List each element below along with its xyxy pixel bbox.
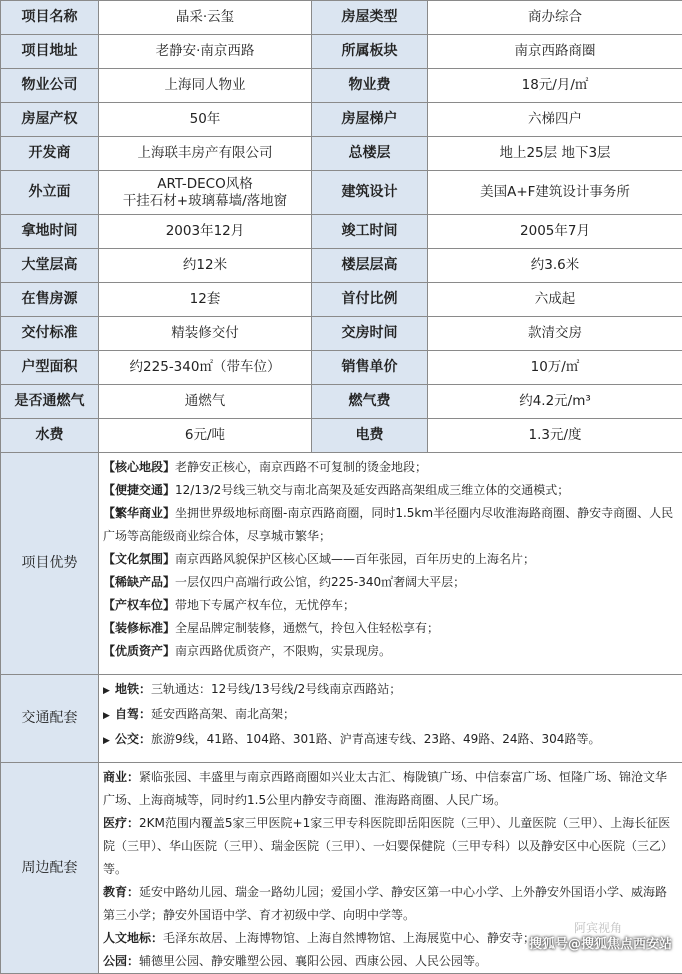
detail-text: 延安西路高架、南北高架； bbox=[151, 707, 295, 721]
surroundings-title: 周边配套 bbox=[1, 763, 99, 974]
field-value: 约4.2元/m³ bbox=[428, 385, 682, 419]
detail-key: 【文化氛围】 bbox=[103, 552, 175, 566]
field-label: 物业公司 bbox=[1, 69, 99, 103]
detail-text: 辅德里公园、静安雕塑公园、襄阳公园、西康公园、人民公园等。 bbox=[139, 954, 487, 968]
info-row bbox=[1, 171, 682, 215]
advantages-row bbox=[1, 453, 682, 675]
field-label: 户型面积 bbox=[1, 351, 99, 385]
field-value: 精装修交付 bbox=[99, 317, 312, 351]
field-value: 2003年12月 bbox=[99, 215, 312, 249]
advantages-title: 项目优势 bbox=[1, 453, 99, 675]
detail-item bbox=[103, 766, 678, 812]
field-label: 首付比例 bbox=[312, 283, 428, 317]
field-label: 建筑设计 bbox=[312, 171, 428, 215]
detail-text: 延安中路幼儿园、瑞金一路幼儿园；爱国小学、静安区第一中心小学、上外静安外国语小学、威海路第三小学；静安外国语中学、育才初级中学、向明中学等。 bbox=[103, 885, 667, 922]
info-row bbox=[1, 137, 682, 171]
detail-text: 旅游9线，41路、104路、301路、沪青高速专线、23路、49路、24路、304路等。 bbox=[151, 732, 600, 746]
bullet-triangle-icon: ▶ bbox=[103, 680, 115, 703]
info-row bbox=[1, 1, 682, 35]
field-label: 开发商 bbox=[1, 137, 99, 171]
field-value-line: ART-DECO风格 bbox=[99, 176, 311, 193]
detail-key: 【优质资产】 bbox=[103, 644, 175, 658]
detail-key: 【便捷交通】 bbox=[103, 483, 175, 497]
field-value: 南京西路商圈 bbox=[428, 35, 682, 69]
transport-list bbox=[99, 675, 682, 763]
info-row bbox=[1, 103, 682, 137]
field-value: 上海同人物业 bbox=[99, 69, 312, 103]
field-value: 12套 bbox=[99, 283, 312, 317]
info-row bbox=[1, 351, 682, 385]
field-value: 地上25层 地下3层 bbox=[428, 137, 682, 171]
field-label: 楼层层高 bbox=[312, 249, 428, 283]
field-value: 晶采·云玺 bbox=[99, 1, 312, 35]
field-label: 交付标准 bbox=[1, 317, 99, 351]
field-value: 六成起 bbox=[428, 283, 682, 317]
detail-text: 12/13/2号线三轨交与南北高架及延安西路高架组成三维立体的交通模式； bbox=[175, 483, 569, 497]
detail-item bbox=[103, 617, 678, 640]
field-value: 约12米 bbox=[99, 249, 312, 283]
info-row bbox=[1, 215, 682, 249]
field-label: 在售房源 bbox=[1, 283, 99, 317]
detail-item bbox=[103, 950, 678, 973]
field-value: 50年 bbox=[99, 103, 312, 137]
detail-item bbox=[103, 456, 678, 479]
field-value: 上海联丰房产有限公司 bbox=[99, 137, 312, 171]
field-value: 商办综合 bbox=[428, 1, 682, 35]
detail-text: 全屋品牌定制装修，通燃气，拎包入住轻松享有； bbox=[175, 621, 439, 635]
transport-row bbox=[1, 675, 682, 763]
field-label: 竣工时间 bbox=[312, 215, 428, 249]
detail-text: 坐拥世界级地标商圈-南京西路商圈，同时1.5km半径圈内尽收淮海路商圈、静安寺商圈、人民广场等高能级商业综合体，尽享城市繁华； bbox=[103, 506, 673, 543]
field-value: 2005年7月 bbox=[428, 215, 682, 249]
field-value: 通燃气 bbox=[99, 385, 312, 419]
detail-text: 一层仅四户高端行政公馆，约225-340㎡奢阔大平层； bbox=[175, 575, 465, 589]
detail-item bbox=[103, 703, 678, 728]
field-value: 约3.6米 bbox=[428, 249, 682, 283]
detail-text: 南京西路风貌保护区核心区域——百年张园，百年历史的上海名片； bbox=[175, 552, 535, 566]
field-label: 物业费 bbox=[312, 69, 428, 103]
detail-text: 三轨通达：12号线/13号线/2号线南京西路站； bbox=[151, 682, 401, 696]
watermark: 搜狐号@搜狐焦点西安站 bbox=[529, 933, 672, 952]
detail-key: 【繁华商业】 bbox=[103, 506, 175, 520]
field-label: 所属板块 bbox=[312, 35, 428, 69]
detail-key: 教育： bbox=[103, 885, 139, 899]
detail-text: 老静安正核心，南京西路不可复制的烫金地段； bbox=[175, 460, 427, 474]
field-value: 约225-340㎡（带车位） bbox=[99, 351, 312, 385]
field-value-line: 干挂石材+玻璃幕墙/落地窗 bbox=[99, 193, 311, 210]
detail-key: 公园： bbox=[103, 954, 139, 968]
bullet-triangle-icon: ▶ bbox=[103, 705, 115, 728]
field-value: 18元/月/㎡ bbox=[428, 69, 682, 103]
info-row bbox=[1, 283, 682, 317]
detail-item bbox=[103, 502, 678, 548]
field-value: 1.3元/度 bbox=[428, 419, 682, 453]
field-label: 房屋类型 bbox=[312, 1, 428, 35]
detail-item bbox=[103, 479, 678, 502]
field-label: 房屋产权 bbox=[1, 103, 99, 137]
field-label: 销售单价 bbox=[312, 351, 428, 385]
detail-text: 南京西路优质资产，不限购，实景现房。 bbox=[175, 644, 391, 658]
detail-item bbox=[103, 728, 678, 753]
detail-text: 2KM范围内覆盖5家三甲医院+1家三甲专科医院即岳阳医院（三甲）、儿童医院（三甲）、上海长征医院（三甲）、华山医院（三甲）、瑞金医院（三甲）、一妇婴保健院（三甲专科）以及静安区中心医院（三乙）等。 bbox=[103, 816, 673, 876]
field-label: 是否通燃气 bbox=[1, 385, 99, 419]
field-label: 交房时间 bbox=[312, 317, 428, 351]
detail-item bbox=[103, 594, 678, 617]
field-value: 美国A+F建筑设计事务所 bbox=[428, 171, 682, 215]
field-label: 总楼层 bbox=[312, 137, 428, 171]
detail-key: 【产权车位】 bbox=[103, 598, 175, 612]
detail-text: 紧临张园、丰盛里与南京西路商圈如兴业太古汇、梅陇镇广场、中信泰富广场、恒隆广场、锦沧文华广场、上海商城等，同时约1.5公里内静安寺商圈、淮海路商圈、人民广场。 bbox=[103, 770, 667, 807]
detail-key: 【核心地段】 bbox=[103, 460, 175, 474]
detail-text: 毛泽东故居、上海博物馆、上海自然博物馆、上海展览中心、静安寺； bbox=[163, 931, 535, 945]
detail-text: 带地下专属产权车位，无忧停车； bbox=[175, 598, 355, 612]
info-row bbox=[1, 385, 682, 419]
info-row bbox=[1, 69, 682, 103]
detail-item bbox=[103, 571, 678, 594]
bullet-triangle-icon: ▶ bbox=[103, 730, 115, 753]
detail-key: 【装修标准】 bbox=[103, 621, 175, 635]
field-value: 10万/㎡ bbox=[428, 351, 682, 385]
info-row bbox=[1, 249, 682, 283]
field-label: 项目地址 bbox=[1, 35, 99, 69]
info-row bbox=[1, 35, 682, 69]
detail-key: 公交： bbox=[115, 732, 151, 746]
detail-item bbox=[103, 678, 678, 703]
info-row bbox=[1, 317, 682, 351]
detail-item bbox=[103, 548, 678, 571]
detail-item bbox=[103, 812, 678, 881]
info-row bbox=[1, 419, 682, 453]
field-value: 六梯四户 bbox=[428, 103, 682, 137]
detail-key: 医疗： bbox=[103, 816, 139, 830]
field-value: 款清交房 bbox=[428, 317, 682, 351]
transport-title: 交通配套 bbox=[1, 675, 99, 763]
field-value: 老静安·南京西路 bbox=[99, 35, 312, 69]
field-label: 电费 bbox=[312, 419, 428, 453]
field-label: 项目名称 bbox=[1, 1, 99, 35]
field-label: 水费 bbox=[1, 419, 99, 453]
detail-key: 自驾： bbox=[115, 707, 151, 721]
field-label: 外立面 bbox=[1, 171, 99, 215]
watermark-faint: 阿宾视角 bbox=[574, 919, 622, 936]
detail-key: 地铁： bbox=[115, 682, 151, 696]
advantages-list bbox=[99, 453, 682, 675]
field-label: 燃气费 bbox=[312, 385, 428, 419]
detail-key: 【稀缺产品】 bbox=[103, 575, 175, 589]
field-label: 大堂层高 bbox=[1, 249, 99, 283]
field-value bbox=[99, 171, 312, 215]
detail-key: 商业： bbox=[103, 770, 139, 784]
field-value: 6元/吨 bbox=[99, 419, 312, 453]
field-label: 拿地时间 bbox=[1, 215, 99, 249]
field-label: 房屋梯户 bbox=[312, 103, 428, 137]
detail-key: 人文地标： bbox=[103, 931, 163, 945]
detail-item bbox=[103, 640, 678, 663]
